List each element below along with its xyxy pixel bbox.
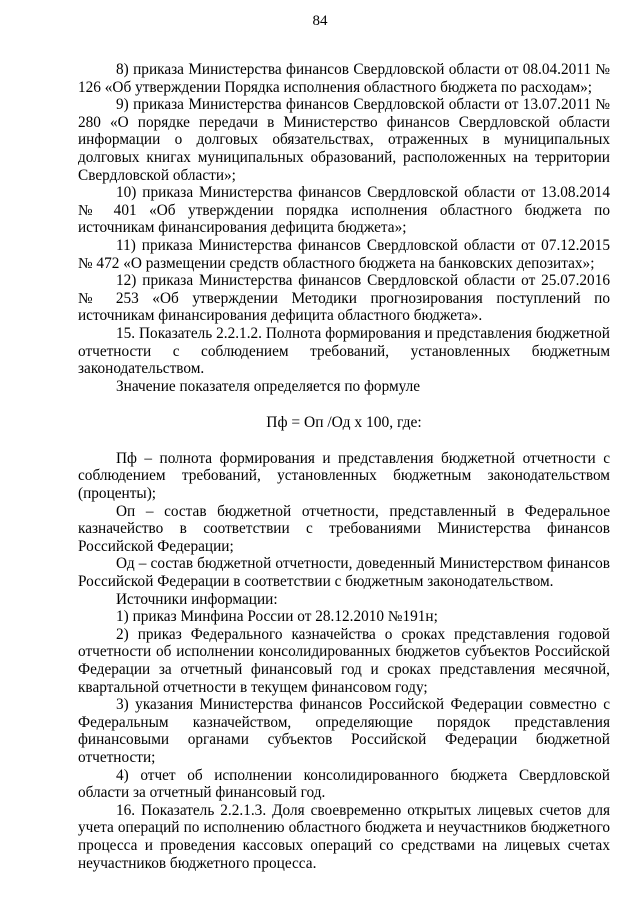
formula: Пф = Оп /Од х 100, где: (266, 414, 422, 432)
source-item-2: 2) приказ Федерального казначейства о сроках представления годовой отчетности об исполнении консолидированных бюджетов субъектов Российской Федерации за отчетный финансовый год и сроках представления месячной, квартальной отчетности в текущем финансовом году; (78, 625, 610, 696)
sources-heading: Источники информации: (116, 590, 278, 608)
source-item-1: 1) приказ Минфина России от 28.12.2010 №191н; (116, 608, 438, 626)
definition-pf: Пф – полнота формирования и представления бюджетной отчетности с соблюдением требований, установленных бюджетным законодательством (проценты); (78, 449, 610, 503)
paragraph-item-12: 12) приказа Министерства финансов Свердловской области от 25.07.2016 № 253 «Об утверждении Методики прогнозирования поступлений по источникам финансирования дефицита областного бюджета». (78, 272, 610, 325)
paragraph-item-8: 8) приказа Министерства финансов Свердловской области от 08.04.2011 № 126 «Об утверждении Порядка исполнения областного бюджета по расходам»; (78, 61, 610, 96)
paragraph-item-11: 11) приказа Министерства финансов Свердловской области от 07.12.2015 № 472 «О размещении средств областного бюджета на банковских депозитах»; (78, 236, 610, 272)
formula-intro: Значение показателя определяется по формуле (116, 377, 421, 395)
source-item-4: 4) отчет об исполнении консолидированного бюджета Свердловской области за отчетный финансовый год. (78, 766, 610, 802)
paragraph-item-10: 10) приказа Министерства финансов Свердловской области от 13.08.2014 № 401 «Об утверждении порядка исполнения областного бюджета по источникам финансирования дефицита бюджета»; (78, 184, 610, 237)
indicator-16-heading: 16. Показатель 2.2.1.3. Доля своевременно открытых лицевых счетов для учета операций по исполнению областного бюджета и неучастников бюджетного процесса и проведения кассовых операций со средствами на лицевых счетах неучастников бюджетного процесса. (78, 801, 610, 872)
page-number: 84 (312, 13, 328, 29)
indicator-15-heading: 15. Показатель 2.2.1.2. Полнота формирования и представления бюджетной отчетности с соблюдением требований, установленных бюджетным законодательством. (78, 324, 610, 378)
paragraph-item-9: 9) приказа Министерства финансов Свердловской области от 13.07.2011 № 280 «О порядке передачи в Министерство финансов Свердловской области информации о долговых обязательствах, отраженных в муниципальных долговых книгах муниципальных образований, расположенных на территории Свердловской области»; (78, 96, 610, 184)
definition-op: Оп – состав бюджетной отчетности, представленный в Федеральное казначейство в соответствии с требованиями Министерства финансов Российской Федерации; (78, 502, 610, 555)
document-body (78, 61, 610, 872)
source-item-3: 3) указания Министерства финансов Российской Федерации совместно с Федеральным казначейством, определяющие порядок представления финансовыми органами субъектов Российской Федерации бюджетной отчетности; (78, 696, 610, 766)
definition-od: Од – состав бюджетной отчетности, доведенный Министерством финансов Российской Федерации в соответствии с бюджетным законодательством. (78, 555, 610, 591)
